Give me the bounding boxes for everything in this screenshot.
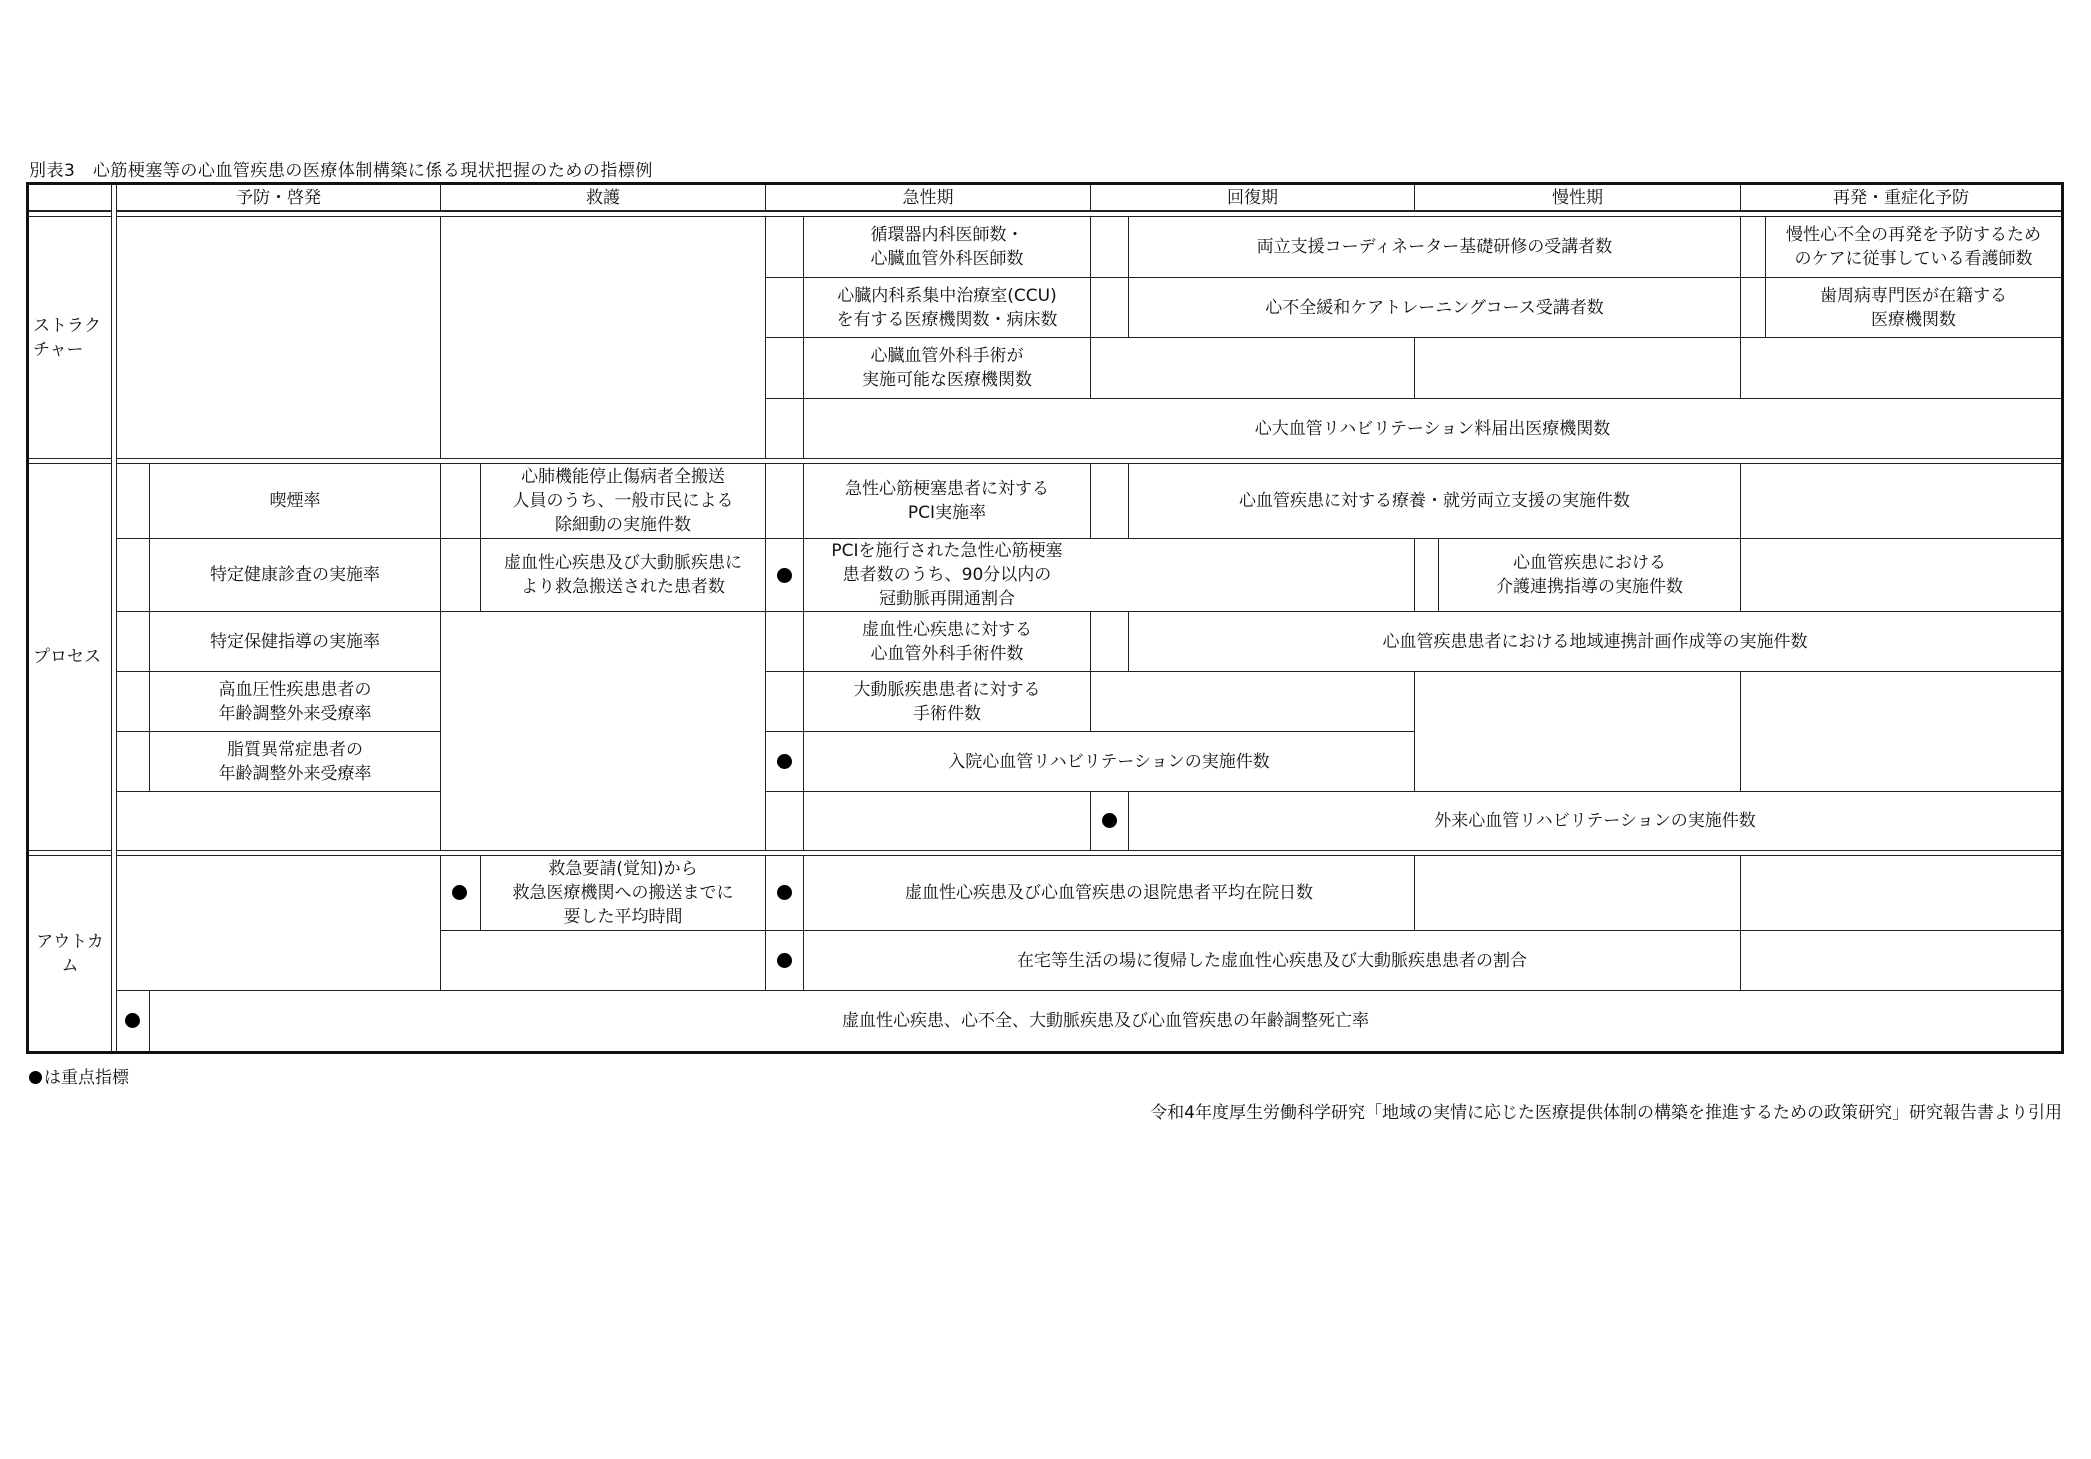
cell-outpatient-rehab: 外来心血管リハビリテーションの実施件数: [1434, 811, 1756, 831]
priority-dot: [125, 1013, 140, 1028]
header-prevention: 予防・啓発: [236, 187, 321, 208]
cell-defibrillation: 心肺機能停止傷病者全搬送 人員のうち、一般市民による 除細動の実施件数: [512, 467, 734, 535]
header-recovery: 回復期: [1227, 187, 1278, 208]
cell-dental: 歯周病専門医が在籍する 医療機関数: [1820, 285, 2007, 330]
cell-ccu: 心臓内科系集中治療室(CCU) を有する医療機関数・病床数: [836, 285, 1058, 330]
cell-care-guidance: 心血管疾患における 介護連携指導の実施件数: [1496, 553, 1683, 597]
cell-checkup: 特定健康診査の実施率: [210, 565, 380, 585]
source-note: 令和4年度厚生労働科学研究「地域の実情に応じた医療提供体制の構築を推進するための政策研究」研究報告書より引用: [1150, 1103, 2062, 1123]
priority-dot: [29, 1071, 42, 1084]
priority-dot: [777, 885, 792, 900]
cell-smoking: 喫煙率: [269, 491, 321, 511]
row-label-process: プロセス: [33, 647, 101, 667]
row-label-structure: ストラク チャー: [33, 315, 101, 360]
cell-hospital-days: 虚血性心疾患及び心血管疾患の退院患者平均在院日数: [905, 883, 1313, 903]
cell-nurses: 慢性心不全の再発を予防するため のケアに従事している看護師数: [1786, 225, 2041, 269]
cell-cardiologists: 循環器内科医師数・ 心臓血管外科医師数: [870, 225, 1024, 269]
cell-rehab-facilities: 心大血管リハビリテーション料届出医療機関数: [1254, 418, 1611, 439]
row-label-outcome: アウトカ ム: [36, 931, 104, 976]
legend-text: は重点指標: [44, 1068, 129, 1088]
cell-pci-90: PCIを施行された急性心筋梗塞 患者数のうち、90分以内の 冠動脈再開通割合: [831, 541, 1063, 609]
cell-heart-failure-course: 心不全緩和ケアトレーニングコース受講者数: [1265, 297, 1604, 318]
header-acute: 急性期: [902, 187, 954, 208]
cell-ischemic-surgery: 虚血性心疾患に対する 心血管外科手術件数: [862, 619, 1032, 664]
cell-surgery-facilities: 心臓血管外科手術が 実施可能な医療機関数: [862, 346, 1032, 390]
priority-dot: [1102, 813, 1117, 828]
cell-inpatient-rehab: 入院心血管リハビリテーションの実施件数: [948, 751, 1270, 772]
document-title: 別表3 心筋梗塞等の心血管疾患の医療体制構築に係る現状把握のための指標例: [29, 161, 653, 181]
cell-regional-plan: 心血管疾患患者における地域連携計画作成等の実施件数: [1382, 631, 1808, 652]
cell-aortic-surgery: 大動脈疾患患者に対する 手術件数: [853, 679, 1041, 724]
legend: [29, 1063, 129, 1088]
priority-dot: [452, 885, 467, 900]
cell-mortality: 虚血性心疾患、心不全、大動脈疾患及び心血管疾患の年齢調整死亡率: [842, 1011, 1369, 1031]
header-recurrence: 再発・重症化予防: [1833, 187, 1969, 208]
cell-dyslipidemia: 脂質異常症患者の 年齢調整外来受療率: [218, 739, 372, 784]
priority-dot: [777, 754, 792, 769]
cell-guidance: 特定保健指導の実施率: [210, 631, 380, 652]
cell-hypertension: 高血圧性疾患患者の 年齢調整外来受療率: [218, 679, 372, 724]
priority-dot: [777, 568, 792, 583]
cell-transport-time: 救急要請(覚知)から 救急医療機関への搬送までに 要した平均時間: [512, 859, 734, 927]
header-rescue: 救護: [586, 187, 620, 208]
cell-pci: 急性心筋梗塞患者に対する PCI実施率: [845, 479, 1049, 523]
header-chronic: 慢性期: [1552, 187, 1603, 208]
cell-home-return: 在宅等生活の場に復帰した虚血性心疾患及び大動脈疾患患者の割合: [1017, 950, 1527, 971]
cell-coordinator: 両立支援コーディネーター基礎研修の受講者数: [1256, 237, 1613, 257]
cell-transport: 虚血性心疾患及び大動脈疾患に より救急搬送された患者数: [504, 553, 742, 597]
indicator-table: [26, 182, 2064, 1054]
cell-work-support: 心血管疾患に対する療養・就労両立支援の実施件数: [1239, 491, 1630, 511]
priority-dot: [777, 953, 792, 968]
